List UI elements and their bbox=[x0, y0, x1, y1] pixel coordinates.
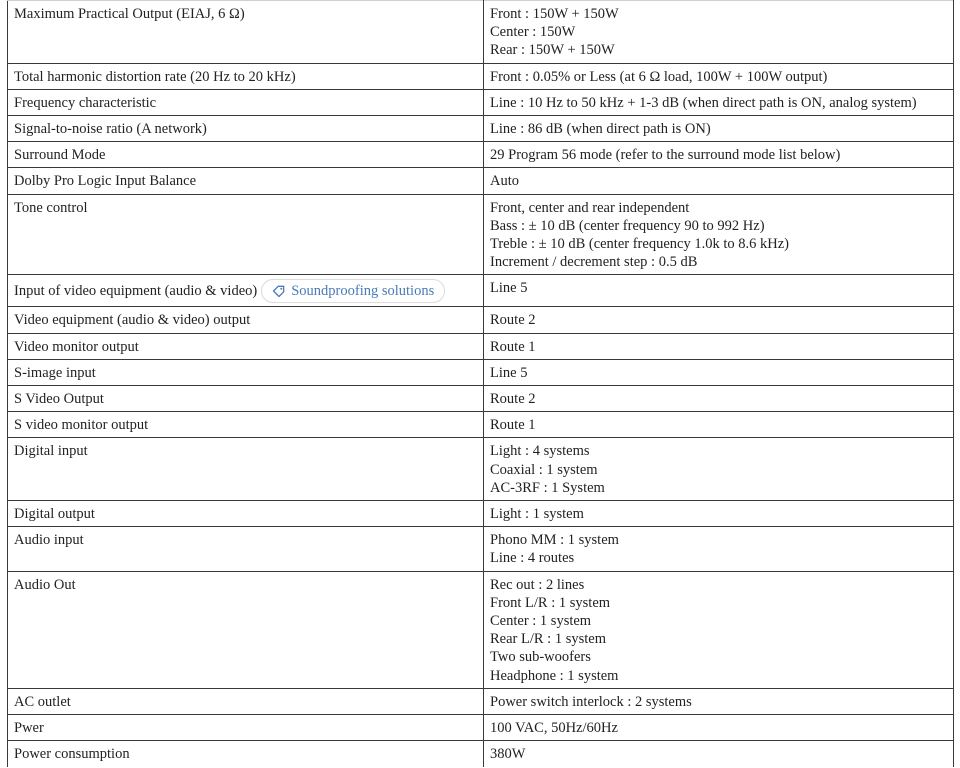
param-cell: Digital input bbox=[8, 438, 484, 501]
param-cell: S Video Output bbox=[8, 386, 484, 412]
param-cell bbox=[8, 275, 484, 307]
value-cell: Line 5 bbox=[484, 275, 954, 307]
value-cell: Route 2 bbox=[484, 307, 954, 333]
value-cell: 380W bbox=[484, 741, 954, 767]
spec-table bbox=[7, 0, 954, 767]
param-cell: Dolby Pro Logic Input Balance bbox=[8, 168, 484, 194]
value-line: Increment / decrement step : 0.5 dB bbox=[490, 254, 698, 271]
param-cell: Video monitor output bbox=[8, 333, 484, 359]
param-cell: Total harmonic distortion rate (20 Hz to 20 kHz) bbox=[8, 63, 484, 89]
param-label: Input of video equipment (audio & video) bbox=[14, 283, 258, 300]
value-line: Front, center and rear independent bbox=[490, 199, 690, 216]
param-cell: Audio input bbox=[8, 527, 484, 571]
table-row bbox=[8, 527, 954, 571]
table-row bbox=[8, 168, 954, 194]
table-row bbox=[8, 116, 954, 142]
value-cell: Line : 10 Hz to 50 kHz + 1-3 dB (when direct path is ON, analog system) bbox=[484, 89, 954, 115]
value-cell bbox=[484, 438, 954, 501]
param-cell: AC outlet bbox=[8, 688, 484, 714]
param-cell: Surround Mode bbox=[8, 142, 484, 168]
table-row bbox=[8, 412, 954, 438]
value-line: Rear L/R : 1 system bbox=[490, 631, 606, 648]
value-line: Front : 150W + 150W bbox=[490, 6, 619, 22]
value-cell bbox=[484, 1, 954, 64]
table-row bbox=[8, 359, 954, 385]
value-line: AC-3RF : 1 System bbox=[490, 479, 605, 496]
value-cell: Light : 1 system bbox=[484, 501, 954, 527]
table-row bbox=[8, 275, 954, 307]
value-line: Rear : 150W + 150W bbox=[490, 42, 615, 59]
param-cell: S video monitor output bbox=[8, 412, 484, 438]
table-row bbox=[8, 386, 954, 412]
value-cell: Route 2 bbox=[484, 386, 954, 412]
value-cell: 29 Program 56 mode (refer to the surround mode list below) bbox=[484, 142, 954, 168]
value-line: Line : 4 routes bbox=[490, 550, 575, 567]
value-line: Light : 4 systems bbox=[490, 443, 590, 460]
param-cell: S-image input bbox=[8, 359, 484, 385]
value-line: Center : 150W bbox=[490, 24, 576, 41]
value-cell: Line : 86 dB (when direct path is ON) bbox=[484, 116, 954, 142]
table-row bbox=[8, 715, 954, 741]
param-cell: Digital output bbox=[8, 501, 484, 527]
value-cell: Route 1 bbox=[484, 333, 954, 359]
value-cell: Line 5 bbox=[484, 359, 954, 385]
table-row bbox=[8, 63, 954, 89]
table-row bbox=[8, 688, 954, 714]
table-row bbox=[8, 142, 954, 168]
param-cell: Tone control bbox=[8, 194, 484, 275]
value-line: Treble : ± 10 dB (center frequency 1.0k to 8.6 kHz) bbox=[490, 236, 789, 253]
param-cell: Maximum Practical Output (EIAJ, 6 Ω) bbox=[8, 1, 484, 64]
table-row bbox=[8, 307, 954, 333]
table-row bbox=[8, 1, 954, 64]
table-row bbox=[8, 194, 954, 275]
param-cell: Audio Out bbox=[8, 571, 484, 688]
value-cell bbox=[484, 527, 954, 571]
value-line: Center : 1 system bbox=[490, 613, 592, 630]
table-row bbox=[8, 571, 954, 688]
param-cell: Video equipment (audio & video) output bbox=[8, 307, 484, 333]
value-cell bbox=[484, 571, 954, 688]
param-cell: Frequency characteristic bbox=[8, 89, 484, 115]
param-cell: Power consumption bbox=[8, 741, 484, 767]
value-line: Two sub-woofers bbox=[490, 649, 591, 666]
table-row bbox=[8, 89, 954, 115]
value-line: Front L/R : 1 system bbox=[490, 594, 611, 611]
value-cell: Route 1 bbox=[484, 412, 954, 438]
chip-label: Soundproofing solutions bbox=[291, 283, 435, 300]
value-line: Bass : ± 10 dB (center frequency 90 to 992 Hz) bbox=[490, 217, 765, 234]
value-cell: Auto bbox=[484, 168, 954, 194]
table-row bbox=[8, 438, 954, 501]
tag-icon bbox=[272, 284, 286, 298]
value-line: Phono MM : 1 system bbox=[490, 532, 619, 549]
value-line: Rec out : 2 lines bbox=[490, 576, 585, 593]
value-line: Coaxial : 1 system bbox=[490, 461, 598, 478]
value-line: Headphone : 1 system bbox=[490, 667, 619, 684]
param-cell: Pwer bbox=[8, 715, 484, 741]
value-cell bbox=[484, 194, 954, 275]
table-row bbox=[8, 501, 954, 527]
value-cell: Front : 0.05% or Less (at 6 Ω load, 100W + 100W output) bbox=[484, 63, 954, 89]
param-cell: Signal-to-noise ratio (A network) bbox=[8, 116, 484, 142]
value-cell: 100 VAC, 50Hz/60Hz bbox=[484, 715, 954, 741]
value-cell: Power switch interlock : 2 systems bbox=[484, 688, 954, 714]
table-row bbox=[8, 741, 954, 767]
table-row bbox=[8, 333, 954, 359]
soundproofing-solutions-link[interactable] bbox=[261, 279, 445, 303]
